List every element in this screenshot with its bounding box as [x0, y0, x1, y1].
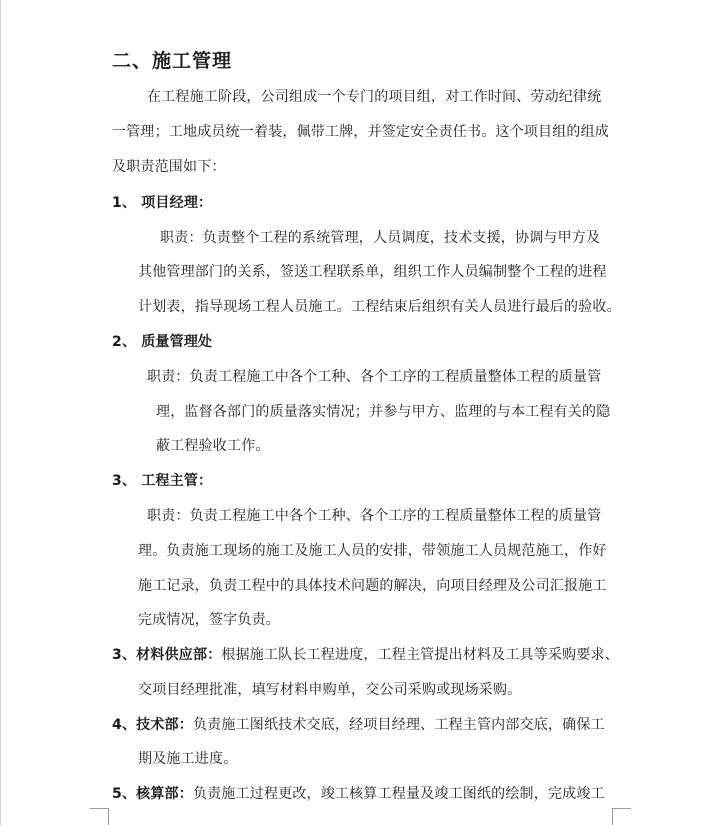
- section-title-tech: 4、技术部：: [112, 717, 193, 733]
- section-3-line-4: 完成情况，签字负责。: [138, 612, 280, 628]
- section-tech-inline: 负责施工图纸技术交底，经项目经理、工程主管内部交底，确保工: [192, 717, 605, 733]
- section-tech-line-2: 期及施工进度。: [138, 751, 238, 767]
- section-materials-inline: 根据施工队长工程进度，工程主管提出材料及工具等采购要求、: [221, 647, 619, 663]
- section-title-materials: 3、材料供应部：: [112, 647, 222, 663]
- section-2-line-3: 蔽工程验收工作。: [156, 438, 270, 454]
- intro-line-3: 及职责范围如下：: [112, 159, 226, 175]
- section-title-project-manager: 1、 项目经理：: [112, 195, 213, 211]
- section-title-engineering: 3、 工程主管：: [112, 473, 213, 489]
- page-corner-mark-left: [90, 808, 109, 825]
- section-1-line-3: 计划表，指导现场工程人员施工。工程结束后组织有关人员进行最后的验收。: [138, 299, 621, 315]
- section-tech-line-1: [112, 715, 605, 735]
- section-accounting-inline: 负责施工过程更改，竣工核算工程量及竣工图纸的绘制，完成竣工: [192, 786, 605, 802]
- section-3-line-1: 职责：负责工程施工中各个工种、各个工序的工程质量整体工程的质量管: [147, 508, 602, 524]
- intro-line-1: 在工程施工阶段，公司组成一个专门的项目组，对工作时间、劳动纪律统: [147, 89, 602, 105]
- section-3-line-2: 理。负责施工现场的施工及施工人员的安排，带领施工人员规范施工，作好: [138, 543, 607, 559]
- section-title-quality: 2、 质量管理处: [112, 334, 213, 350]
- page-left-border: [0, 0, 1, 825]
- intro-line-2: 一管理；工地成员统一着装，佩带工牌，并签定安全责任书。这个项目组的组成: [112, 124, 609, 140]
- section-3-line-3: 施工记录，负责工程中的具体技术问题的解决，向项目经理及公司汇报施工: [138, 578, 607, 594]
- section-1-line-1: 职责：负责整个工程的系统管理，人员调度，技术支援，协调与甲方及: [160, 230, 601, 246]
- section-1-line-2: 其他管理部门的关系，签送工程联系单，组织工作人员编制整个工程的进程: [138, 264, 607, 280]
- section-materials-line-2: 交项目经理批准，填写材料申购单，交公司采购或现场采购。: [138, 682, 522, 698]
- section-heading: 二、施工管理: [112, 50, 233, 72]
- section-title-accounting: 5、核算部：: [112, 786, 193, 802]
- page-corner-mark-right: [612, 808, 631, 825]
- section-2-line-1: 职责：负责工程施工中各个工种、各个工序的工程质量整体工程的质量管: [147, 369, 602, 385]
- section-materials-line-1: [112, 645, 619, 665]
- section-2-line-2: 理，监督各部门的质量落实情况；并参与甲方、监理的与本工程有关的隐: [156, 404, 611, 420]
- section-accounting-line-1: [112, 784, 605, 804]
